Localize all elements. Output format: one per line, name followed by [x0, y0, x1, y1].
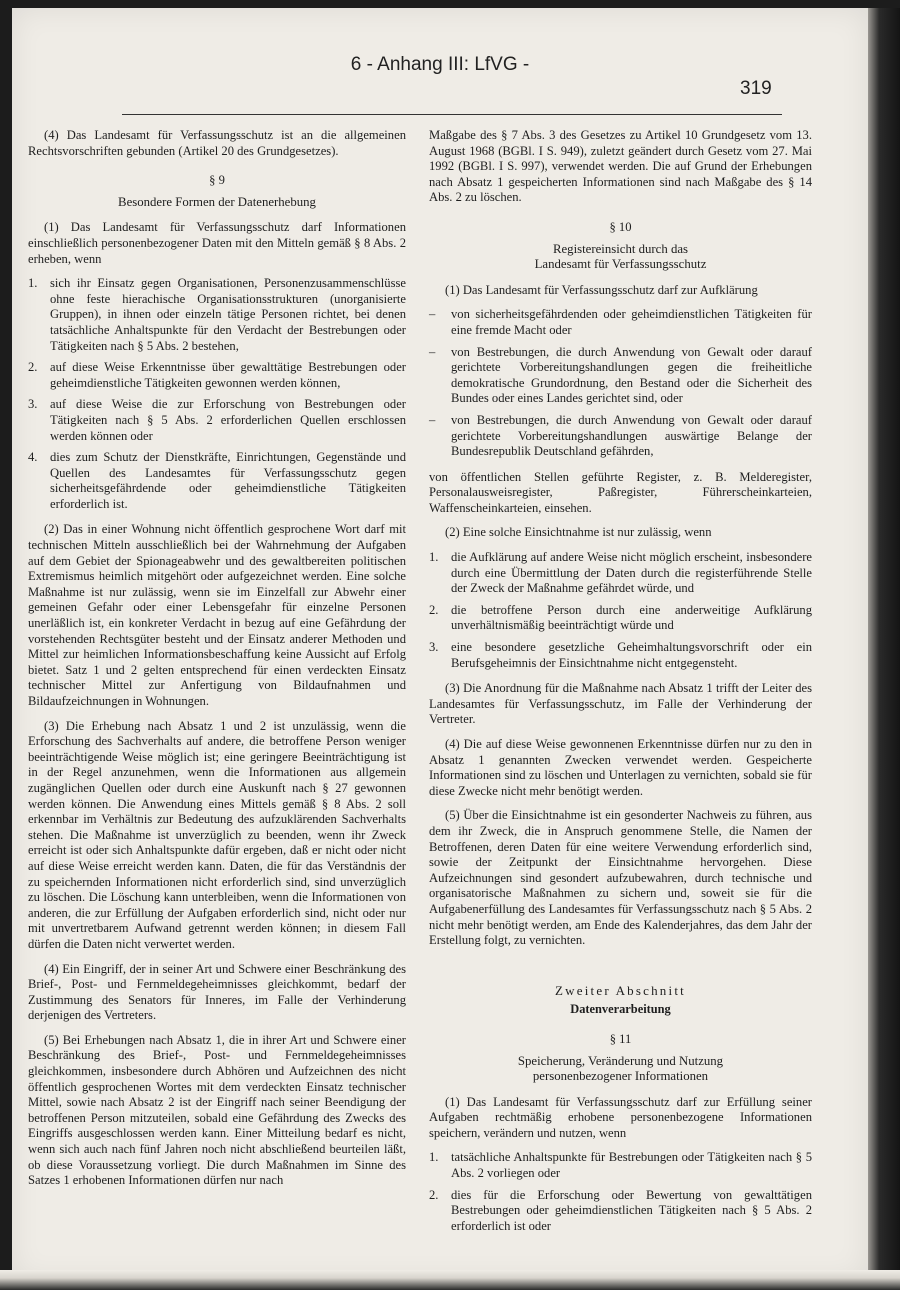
right-column — [429, 128, 812, 1244]
list-item-text: dies für die Erforschung oder Bewertung von gewalttätigen Bestrebungen oder geheimdienstlichen Tätigkeiten nach § 5 Abs. 2 erforderlich ist oder — [451, 1187, 812, 1233]
section-10-number: § 10 — [609, 219, 632, 234]
list-item — [429, 550, 812, 597]
section-9-number: § 9 — [209, 173, 225, 188]
chapter-heading: Zweiter Abschnitt — [555, 982, 686, 998]
list-item — [28, 450, 406, 512]
section-10-title-line: Landesamt für Verfassungsschutz — [534, 257, 707, 272]
section-11-title-line: personenbezogener Informationen — [532, 1069, 709, 1084]
list-item-text: tatsächliche Anhaltspunkte für Bestrebungen oder Tätigkeiten nach § 5 Abs. 2 vorliegen oder — [451, 1150, 812, 1181]
section-10-title — [429, 242, 812, 273]
book-edge-shadow — [868, 8, 900, 1290]
section-9-list — [28, 276, 406, 512]
section-11-title-line: Speicherung, Veränderung und Nutzung — [517, 1053, 724, 1068]
section-11-number: § 11 — [609, 1031, 632, 1046]
list-item-text: sich ihr Einsatz gegen Organisationen, Personenzusammenschlüsse ohne feste hierachische Organisationsstrukturen (unorganisierte Gruppen), in ihnen oder einzeln tätige Personen richtet, bei denen tatsächliche Anhaltspunkte für den Verdacht der Bestrebungen oder Tätigkeiten nach § 5 Abs. 2 bestehen, — [50, 276, 406, 353]
section-10-list — [429, 550, 812, 671]
list-item-text: eine besondere gesetzliche Geheimhaltungsvorschrift oder ein Berufsgeheimnis der Einsichtnahme nicht entgegensteht. — [451, 640, 812, 670]
paragraph-s9-2: (2) Das in einer Wohnung nicht öffentlich gesprochene Wort darf mit technischen Mitteln ausschließlich bei der Wahrnehmung der Aufgaben auf dem Gebiet der Spionageabwehr und des gewaltbereiten politischen Extremismus heimlich mitgehört oder aufgezeichnet werden. Eine solche Maßnahme ist nur zulässig, wenn sie im Einzelfall zur Abwehr einer gemeinen Gefahr oder einer Lebensgefahr für einzelne Personen unerläßlich ist, ein konkreter Verdacht in bezug auf eine Gefährdung der vorstehenden Rechtsgüter besteht und der Einsatz anderer Methoden und Mittel zur heimlichen Informationsbeschaffung keine Aussicht auf Erfolg bietet. Satz 1 und 2 gelten entsprechend für einen verdeckten Einsatz technischer Mittel zur Anfertigung von Bildaufnahmen und Bildaufzeichnungen in Wohnungen. — [28, 522, 406, 708]
chapter-subtitle: Datenverarbeitung — [570, 1002, 671, 1017]
list-item-text: die Aufklärung auf andere Weise nicht möglich erscheint, insbesondere durch eine Übermittlung der Daten durch die registerführende Stelle der Zweck der Maßnahme gefährdet würde, und — [451, 550, 812, 596]
paragraph-s10-5: (5) Über die Einsichtnahme ist ein gesonderter Nachweis zu führen, aus dem ihr Zweck, die in Anspruch genommene Stelle, die Namen der Betroffenen, deren Daten für eine weitere Verwendung erforderlich sind, sowie der Zeitpunkt der Einsichtnahme hervorgehen. Diese Aufzeichnungen sind gesondert aufzubewahren, durch technische und organisatorische Maßnahmen zu sichern und, soweit sie für die Aufgabenerfüllung des Landesamtes für Verfassungsschutz nach § 5 Abs. 2 nicht mehr benötigt werden, am Ende des Kalenderjahres, das dem Jahr der Erstellung folgt, zu vernichten. — [429, 808, 812, 948]
list-item — [429, 413, 812, 460]
paragraph-s11-1: (1) Das Landesamt für Verfassungsschutz darf zur Erfüllung seiner Aufgaben rechtmäßig erhobene personenbezogene Informationen speichern, verändern und nutzen, wenn — [429, 1094, 812, 1140]
running-header: 6 - Anhang III: LfVG - — [350, 54, 530, 75]
list-number: 2. — [28, 360, 38, 375]
list-item-text: auf diese Weise die zur Erforschung von Bestrebungen oder Tätigkeiten nach § 5 Abs. 2 erforderlichen Quellen erschlossen werden können oder — [50, 397, 406, 443]
list-item — [429, 1188, 812, 1235]
paragraph-s9-5: (5) Bei Erhebungen nach Absatz 1, die in ihrer Art und Schwere einer Beschränkung des Brief-, Post- und Fernmeldegeheimnisses gleichkommen, insbesondere durch Abhören und Aufzeichnen des nicht öffentlich gesprochenen Wortes mit dem verdeckten Einsatz technischer Mittel, sowie nach Absatz 2 ist der Eingriff nach seiner Beendigung der betroffenen Person mitzuteilen, sobald eine Gefährdung des Zwecks des Eingriffs ausgeschlossen werden kann. Einer Mitteilung bedarf es nicht, wenn sich auch nach fünf Jahren noch nicht abschließend beurteilen läßt, ob diese Voraussetzung vorliegt. Die durch Maßnahmen im Sinne des Satzes 1 erhobenen Informationen dürfen nur nach — [28, 1032, 406, 1188]
list-item — [28, 397, 406, 444]
list-item — [429, 603, 812, 634]
page-number: 319 — [740, 78, 772, 99]
list-number: 2. — [429, 1187, 439, 1202]
list-item-text: dies zum Schutz der Dienstkräfte, Einrichtungen, Gegenstände und Quellen des Landesamtes für Verfassungsschutz gegen sicherheitsgefährdende oder geheimdienstliche Tätigkeiten erforderlich ist. — [50, 450, 406, 511]
list-item-text: von Bestrebungen, die durch Anwendung von Gewalt oder darauf gerichtete Vorbereitungshandlungen auswärtige Belange der Bundesrepublik Deutschland gefährden, — [451, 412, 812, 459]
list-item — [429, 307, 812, 338]
section-11-list — [429, 1150, 812, 1234]
list-number: 2. — [429, 602, 439, 617]
paragraph-s9-5-continued: Maßgabe des § 7 Abs. 3 des Gesetzes zu Artikel 10 Grundgesetz vom 13. August 1968 (BGBl. I S. 949), zuletzt geändert durch Gesetz vom 27. Mai 1992 (BGBl. I S. 997), verwendet werden. Die auf Grund der Erhebungen nach Absatz 1 gespeicherten Informationen sind nach Maßgabe des § 14 Abs. 2 zu löschen. — [429, 128, 812, 205]
dash-marker: – — [429, 344, 436, 359]
section-10-title-line: Registereinsicht durch das — [552, 241, 689, 256]
list-item-text: die betroffene Person durch eine anderweitige Aufklärung unverhältnismäßig beeinträchtigt würde und — [451, 602, 812, 633]
list-item-text: von Bestrebungen, die durch Anwendung von Gewalt oder darauf gerichtete Vorbereitungshandlungen gegen die freiheitliche demokratische Grundordnung, den Bestand oder die Sicherheit des Bundes oder eines Landes gerichtet sind, oder — [451, 344, 812, 406]
paragraph-s9-1: (1) Das Landesamt für Verfassungsschutz darf Informationen einschließlich personenbezogener Daten mit den Mitteln gemäß § 8 Abs. 2 erheben, wenn — [28, 220, 406, 266]
left-column — [28, 128, 406, 1198]
list-item — [28, 360, 406, 391]
paragraph-s8-4: (4) Das Landesamt für Verfassungsschutz ist an die allgemeinen Rechtsvorschriften gebunden (Artikel 20 des Grundgesetzes). — [28, 128, 406, 158]
list-number: 3. — [429, 640, 439, 655]
page-bottom-edge — [0, 1270, 900, 1290]
document-page — [12, 8, 868, 1280]
section-9-title: Besondere Formen der Datenerhebung — [118, 194, 316, 209]
paragraph-s10-1: (1) Das Landesamt für Verfassungsschutz darf zur Aufklärung — [445, 282, 758, 297]
list-number: 4. — [28, 450, 38, 465]
list-number: 1. — [429, 550, 439, 565]
paragraph-s10-3: (3) Die Anordnung für die Maßnahme nach Absatz 1 trifft der Leiter des Landesamtes für Verfassungsschutz, im Falle der Verhinderung der Vertreter. — [429, 681, 812, 727]
paragraph-s9-4: (4) Ein Eingriff, der in seiner Art und Schwere einer Beschränkung des Brief-, Post- und Fernmeldegeheimnisses gleichkommt, bedarf der Zustimmung des Senators für Inneres, im Falle der Verhinderung derjenigen des Vertreters. — [28, 961, 406, 1023]
list-item-text: auf diese Weise Erkenntnisse über gewalttätige Bestrebungen oder geheimdienstliche Tätigkeiten gewonnen werden können, — [50, 360, 406, 390]
dash-marker: – — [429, 307, 436, 322]
list-item — [28, 276, 406, 354]
list-item — [429, 1150, 812, 1181]
dash-marker: – — [429, 412, 436, 427]
header-rule — [122, 114, 782, 115]
list-number: 3. — [28, 397, 38, 412]
paragraph-s10-4: (4) Die auf diese Weise gewonnenen Erkenntnisse dürfen nur zu den in Absatz 1 genannten Zwecken verwendet werden. Gespeicherte Informationen sind zu löschen und Unterlagen zu vernichten, sobald sie für diese Zwecke nicht mehr benötigt werden. — [429, 737, 812, 798]
list-number: 1. — [429, 1150, 439, 1165]
section-10-dash-list — [429, 307, 812, 459]
list-item — [429, 640, 812, 671]
list-item-text: von sicherheitsgefährdenden oder geheimdienstlichen Tätigkeiten für eine fremde Macht oder — [451, 307, 812, 337]
section-11-title — [429, 1054, 812, 1085]
paragraph-s10-2: (2) Eine solche Einsichtnahme ist nur zulässig, wenn — [445, 525, 712, 540]
list-item — [429, 345, 812, 407]
paragraph-s9-3: (3) Die Erhebung nach Absatz 1 und 2 ist unzulässig, wenn die Erforschung des Sachverhalts auf andere, die betroffene Person weniger beeinträchtigende Weise möglich ist; eine geringere Beeinträchtigung ist in der Regel anzunehmen, wenn die Informationen aus allgemein zugänglichen Quellen oder durch eine Auskunft nach § 27 gewonnen werden können. Die Anwendung eines Mittels gemäß § 8 Abs. 2 soll erkennbar im Verhältnis zur Bedeutung des aufzuklärenden Sachverhalts stehen. Die Maßnahme ist unverzüglich zu beenden, wenn ihr Zweck erreicht ist oder sich Anhaltspunkte dafür ergeben, daß er nicht oder nicht auf diese Weise erreicht werden kann. Daten, die für das Verständnis der zu speichernden Informationen nicht erforderlich sind, sind unverzüglich zu löschen. Die Löschung kann unterbleiben, wenn die Informationen von anderen, die zur Erfüllung der Aufgaben erforderlich sind, nicht oder nur mit unvertretbarem Aufwand getrennt werden können; in diesem Fall dürfen die Daten nicht verwertet werden. — [28, 718, 406, 951]
paragraph-s10-1-tail: von öffentlichen Stellen geführte Register, z. B. Melderegister, Personalausweisregister, Paßregister, Führerscheinkarteien, Waffenscheinkarteien, einsehen. — [429, 469, 812, 515]
list-number: 1. — [28, 276, 38, 291]
